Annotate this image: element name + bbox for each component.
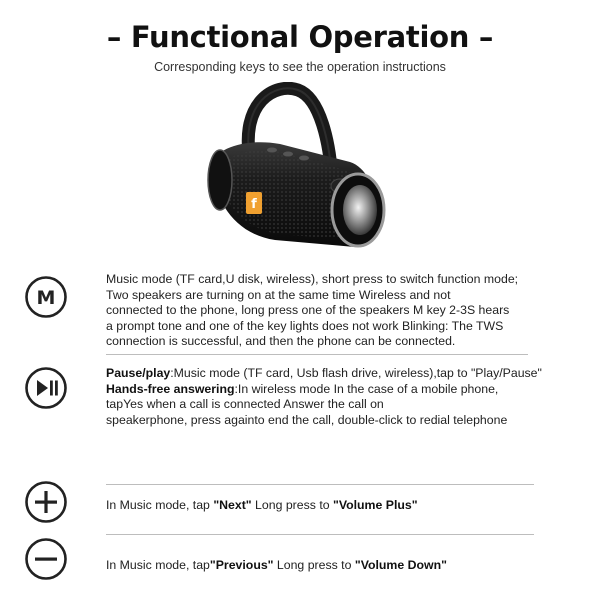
pause-play-label: Pause/play bbox=[106, 366, 171, 380]
divider bbox=[106, 534, 534, 535]
m-key-icon bbox=[24, 275, 68, 319]
minus-description: In Music mode, tap"Previous" Long press to "Volume Down" bbox=[106, 558, 447, 572]
divider bbox=[106, 354, 528, 355]
next-key-label: "Next" bbox=[213, 498, 252, 512]
plus-description: In Music mode, tap "Next" Long press to "Volume Plus" bbox=[106, 498, 418, 512]
hands-free-label: Hands-free answering bbox=[106, 381, 235, 396]
divider bbox=[106, 484, 534, 485]
previous-key-label: "Previous" bbox=[209, 558, 274, 572]
play-description: Pause/play:Music mode (TF card, Usb flash drive, wireless),tap to "Play/Pause" Hands-free answering:In wireless mode In the case of a mobile phone, tapYes when a call is connected Answer the call on speakerphone, press againto end the call, double-click to redial telephone bbox=[106, 366, 542, 427]
mode-description: Music mode (TF card,U disk, wireless), short press to switch function mode; Two speakers are turning on at the same time Wireless and not connected to the phone, long press one of the speakers M key 2-3S hears a prompt tone and one of the key lights does not work Blinking: The TWS connection is successful, and then the phone can be connected. bbox=[106, 272, 519, 348]
page-subtitle: Corresponding keys to see the operation instructions bbox=[154, 60, 446, 74]
logo-letter: f bbox=[251, 197, 257, 212]
minus-icon bbox=[24, 537, 68, 581]
svg-text:M: M bbox=[36, 287, 56, 309]
volume-down-label: "Volume Down" bbox=[354, 558, 447, 572]
plus-icon bbox=[24, 480, 68, 524]
play-pause-icon bbox=[24, 366, 68, 410]
speaker-product-image bbox=[180, 82, 440, 272]
page-title: – Functional Operation – bbox=[106, 20, 494, 54]
volume-plus-label: "Volume Plus" bbox=[333, 498, 418, 512]
